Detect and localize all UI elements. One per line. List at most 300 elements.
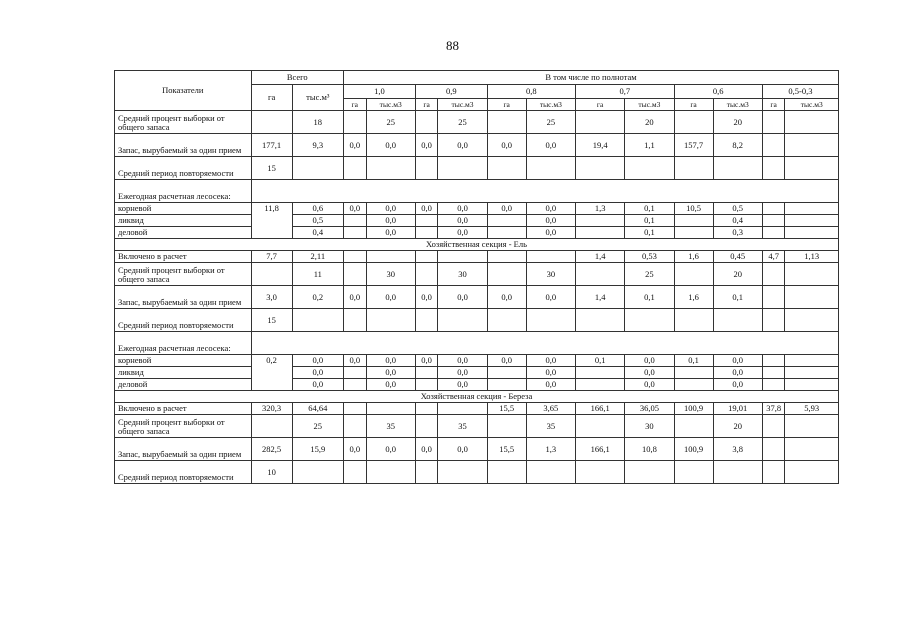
table-cell	[674, 263, 713, 286]
table-cell	[762, 134, 785, 157]
table-cell	[343, 461, 366, 484]
table-cell	[343, 215, 366, 227]
table-cell	[762, 263, 785, 286]
table-cell	[785, 203, 839, 215]
header-indicators: Показатели	[115, 71, 252, 111]
table-cell	[438, 403, 487, 415]
table-cell	[674, 157, 713, 180]
table-row	[115, 251, 839, 263]
table-cell	[575, 309, 624, 332]
table-cell: 10	[251, 461, 292, 484]
table-cell: 20	[625, 111, 674, 134]
table-cell	[343, 227, 366, 239]
table-cell	[343, 403, 366, 415]
table-cell	[762, 286, 785, 309]
table-cell	[366, 157, 415, 180]
table-cell: 20	[713, 111, 762, 134]
table-cell	[785, 286, 839, 309]
table-row	[115, 438, 839, 461]
table-row	[115, 309, 839, 332]
table-cell: 3,65	[526, 403, 575, 415]
header-sub-m3: тыс.м3	[785, 99, 839, 111]
table-row-cutting	[115, 215, 839, 227]
table-cell	[762, 157, 785, 180]
table-cell: 0,0	[366, 355, 415, 367]
table-cell: 19,01	[713, 403, 762, 415]
header-sub-ha: га	[343, 99, 366, 111]
table-cell	[415, 461, 438, 484]
table-cell: 0,0	[487, 134, 526, 157]
table-cell: 36,05	[625, 403, 674, 415]
table-cell	[415, 157, 438, 180]
table-cell: 20	[713, 263, 762, 286]
table-cell: 9,3	[292, 134, 343, 157]
table-cell: 20	[713, 415, 762, 438]
table-cell	[762, 215, 785, 227]
header-fullness-group: 0,8	[487, 85, 575, 99]
table-cell	[292, 309, 343, 332]
table-cell: 320,3	[251, 403, 292, 415]
table-cell	[785, 215, 839, 227]
table-cell: 0,0	[366, 438, 415, 461]
table-cell: 0,1	[674, 355, 713, 367]
table-cell	[713, 461, 762, 484]
row-label: Средний процент выборки от общего запаса	[115, 111, 252, 134]
header-fullness-group: 0,7	[575, 85, 674, 99]
table-cell: 0,2	[292, 286, 343, 309]
table-cell	[487, 309, 526, 332]
header-fullness-group: 1,0	[343, 85, 415, 99]
table-cell: 0,0	[526, 215, 575, 227]
table-cell: 0,0	[438, 379, 487, 391]
table-cell	[438, 461, 487, 484]
row-label: Запас, вырубаемый за один прием	[115, 286, 252, 309]
header-sub-ha: га	[674, 99, 713, 111]
table-cell	[785, 263, 839, 286]
table-cell: 25	[366, 111, 415, 134]
table-cell: 0,0	[415, 203, 438, 215]
table-cell: 8,2	[713, 134, 762, 157]
table-cell	[487, 251, 526, 263]
table-cell	[292, 157, 343, 180]
table-cell	[343, 263, 366, 286]
table-cell: 0,1	[625, 215, 674, 227]
table-cell	[487, 415, 526, 438]
table-row	[115, 157, 839, 180]
table-cell	[575, 111, 624, 134]
table-cell: 0,0	[625, 355, 674, 367]
row-label: деловой	[115, 379, 252, 391]
table-cell	[251, 111, 292, 134]
table-cell: 0,0	[292, 379, 343, 391]
table-cell-ha: 0,2	[251, 355, 292, 391]
table-cell: 0,53	[625, 251, 674, 263]
table-cell	[575, 227, 624, 239]
table-row	[115, 134, 839, 157]
table-cell	[343, 111, 366, 134]
table-cell	[415, 403, 438, 415]
table-cell: 0,0	[343, 355, 366, 367]
table-cell	[415, 251, 438, 263]
table-cell	[415, 111, 438, 134]
table-cell: 0,0	[366, 134, 415, 157]
row-label: ликвид	[115, 367, 252, 379]
table-cell: 157,7	[674, 134, 713, 157]
header-fullness-group: 0,6	[674, 85, 762, 99]
table-cell	[366, 461, 415, 484]
table-cell: 0,0	[625, 367, 674, 379]
table-cell	[415, 309, 438, 332]
table-cell	[785, 379, 839, 391]
table-cell	[343, 309, 366, 332]
table-cell: 0,0	[713, 367, 762, 379]
table-cell: 30	[438, 263, 487, 286]
blank-span	[251, 332, 838, 355]
table-cell: 100,9	[674, 403, 713, 415]
table-cell: 15,5	[487, 438, 526, 461]
table-cell	[575, 415, 624, 438]
header-fullness-group: 0,5-0,3	[762, 85, 838, 99]
table-cell	[251, 263, 292, 286]
table-cell	[487, 157, 526, 180]
table-cell	[343, 251, 366, 263]
table-cell: 15,9	[292, 438, 343, 461]
table-cell	[762, 111, 785, 134]
table-cell: 0,0	[487, 203, 526, 215]
table-cell: 15	[251, 309, 292, 332]
table-row-label	[115, 180, 839, 203]
table-cell: 0,0	[366, 379, 415, 391]
table-cell	[713, 157, 762, 180]
table-cell: 3,8	[713, 438, 762, 461]
table-cell: 1,4	[575, 251, 624, 263]
table-cell: 0,0	[415, 134, 438, 157]
header-by-fullness: В том числе по полнотам	[343, 71, 838, 85]
table-cell: 35	[438, 415, 487, 438]
table-row	[115, 286, 839, 309]
table-cell: 2,11	[292, 251, 343, 263]
table-cell: 30	[625, 415, 674, 438]
table-cell	[415, 415, 438, 438]
table-cell	[292, 461, 343, 484]
header-sub-ha: га	[762, 99, 785, 111]
table-cell: 25	[526, 111, 575, 134]
table-cell	[575, 215, 624, 227]
table-cell	[762, 227, 785, 239]
table-cell	[674, 461, 713, 484]
table-cell: 1,3	[575, 203, 624, 215]
table-cell: 0,0	[438, 215, 487, 227]
table-row-cutting	[115, 367, 839, 379]
table-cell	[785, 111, 839, 134]
table-cell: 0,0	[526, 227, 575, 239]
header-sub-ha: га	[487, 99, 526, 111]
table-cell	[438, 157, 487, 180]
table-cell: 18	[292, 111, 343, 134]
row-label: Средний период повторяемости	[115, 157, 252, 180]
table-row-label	[115, 332, 839, 355]
table-cell: 177,1	[251, 134, 292, 157]
table-cell	[785, 461, 839, 484]
table-cell	[487, 263, 526, 286]
table-cell: 25	[292, 415, 343, 438]
table-row-cutting	[115, 355, 839, 367]
table-cell: 15,5	[487, 403, 526, 415]
table-cell: 10,8	[625, 438, 674, 461]
table-cell: 0,0	[415, 286, 438, 309]
header-sub-m3: тыс.м3	[438, 99, 487, 111]
row-label: Запас, вырубаемый за один прием	[115, 438, 252, 461]
table-cell: 15	[251, 157, 292, 180]
table-cell	[575, 367, 624, 379]
table-cell	[674, 227, 713, 239]
row-label: Запас, вырубаемый за один прием	[115, 134, 252, 157]
table-cell	[487, 227, 526, 239]
table-row	[115, 403, 839, 415]
table-cell: 1,6	[674, 251, 713, 263]
table-cell	[415, 367, 438, 379]
table-cell	[785, 134, 839, 157]
table-cell	[343, 415, 366, 438]
table-cell	[343, 379, 366, 391]
table-cell	[251, 415, 292, 438]
row-label: Включено в расчет	[115, 403, 252, 415]
table-cell: 64,64	[292, 403, 343, 415]
row-label: деловой	[115, 227, 252, 239]
table-cell: 0,1	[575, 355, 624, 367]
table-row	[115, 461, 839, 484]
table-cell	[415, 379, 438, 391]
table-row	[115, 415, 839, 438]
table-cell	[674, 379, 713, 391]
table-cell-ha: 11,8	[251, 203, 292, 239]
section-header-row	[115, 391, 839, 403]
table-cell	[438, 251, 487, 263]
table-cell	[526, 461, 575, 484]
table-cell	[415, 215, 438, 227]
table-cell	[526, 157, 575, 180]
table-cell: 35	[526, 415, 575, 438]
table-cell: 7,7	[251, 251, 292, 263]
table-cell: 4,7	[762, 251, 785, 263]
header-sub-m3: тыс.м3	[366, 99, 415, 111]
table-cell: 0,0	[526, 379, 575, 391]
table-cell: 0,0	[366, 227, 415, 239]
table-cell: 0,0	[366, 367, 415, 379]
table-cell	[785, 309, 839, 332]
table-cell: 0,0	[713, 355, 762, 367]
table-cell	[575, 461, 624, 484]
table-cell: 0,0	[343, 438, 366, 461]
table-cell: 0,6	[292, 203, 343, 215]
table-cell	[674, 415, 713, 438]
table-cell: 0,0	[438, 134, 487, 157]
table-cell: 25	[438, 111, 487, 134]
table-cell: 0,0	[526, 134, 575, 157]
table-cell: 0,0	[526, 286, 575, 309]
row-label: Средний процент выборки от общего запаса	[115, 415, 252, 438]
table-row	[115, 263, 839, 286]
table-cell: 0,45	[713, 251, 762, 263]
row-label: Ежегодная расчетная лесосека:	[115, 332, 252, 355]
table-cell: 0,4	[292, 227, 343, 239]
page-number: 88	[446, 38, 459, 53]
header-total: Всего	[251, 71, 343, 85]
table-cell: 0,0	[438, 367, 487, 379]
table-cell	[785, 157, 839, 180]
table-cell: 37,8	[762, 403, 785, 415]
row-label: ликвид	[115, 215, 252, 227]
table-cell	[575, 157, 624, 180]
table-cell: 0,0	[343, 203, 366, 215]
table-cell	[674, 111, 713, 134]
header-sub-ha: га	[415, 99, 438, 111]
table-cell: 0,0	[366, 286, 415, 309]
row-label: Средний период повторяемости	[115, 461, 252, 484]
table-cell	[674, 367, 713, 379]
row-label: корневой	[115, 355, 252, 367]
table-cell	[343, 157, 366, 180]
section-header-row	[115, 239, 839, 251]
section-title: Хозяйственная секция - Береза	[115, 391, 839, 403]
table-cell	[762, 203, 785, 215]
table-cell: 100,9	[674, 438, 713, 461]
table-cell: 1,6	[674, 286, 713, 309]
table-cell: 0,0	[438, 203, 487, 215]
header-row-1	[115, 71, 839, 85]
table-cell	[526, 251, 575, 263]
table-cell: 166,1	[575, 403, 624, 415]
table-cell: 282,5	[251, 438, 292, 461]
blank-span	[251, 180, 838, 203]
table-cell	[674, 215, 713, 227]
table-cell: 1,13	[785, 251, 839, 263]
table-cell: 0,0	[487, 286, 526, 309]
table-cell	[785, 415, 839, 438]
table-cell	[713, 309, 762, 332]
table-cell	[785, 227, 839, 239]
table-cell	[487, 367, 526, 379]
header-fullness-group: 0,9	[415, 85, 487, 99]
table-cell: 35	[366, 415, 415, 438]
table-cell	[415, 227, 438, 239]
table-cell: 0,5	[292, 215, 343, 227]
table-cell: 0,0	[526, 367, 575, 379]
header-sub-m3: тыс.м3	[526, 99, 575, 111]
table-cell: 0,0	[292, 355, 343, 367]
table-cell	[785, 355, 839, 367]
row-label: Включено в расчет	[115, 251, 252, 263]
forest-cutting-table	[114, 70, 839, 484]
table-cell: 0,3	[713, 227, 762, 239]
table-cell: 3,0	[251, 286, 292, 309]
table-cell: 0,0	[487, 355, 526, 367]
table-cell	[625, 461, 674, 484]
table-cell	[625, 309, 674, 332]
table-cell: 0,0	[438, 227, 487, 239]
table-cell: 0,0	[438, 286, 487, 309]
table-cell	[343, 367, 366, 379]
table-cell	[487, 215, 526, 227]
row-label: Средний период повторяемости	[115, 309, 252, 332]
header-sub-m3: тыс.м3	[625, 99, 674, 111]
table-cell	[487, 111, 526, 134]
header-total-ha: га	[251, 85, 292, 111]
table-row	[115, 111, 839, 134]
header-sub-ha: га	[575, 99, 624, 111]
table-cell: 1,3	[526, 438, 575, 461]
table-cell	[438, 309, 487, 332]
row-label: Ежегодная расчетная лесосека:	[115, 180, 252, 203]
header-sub-m3: тыс.м3	[713, 99, 762, 111]
table-cell: 25	[625, 263, 674, 286]
table-cell	[762, 415, 785, 438]
section-title: Хозяйственная секция - Ель	[115, 239, 839, 251]
table-cell: 0,0	[438, 438, 487, 461]
table-cell: 19,4	[575, 134, 624, 157]
table-cell: 1,4	[575, 286, 624, 309]
table-cell: 0,0	[415, 355, 438, 367]
header-total-m3: тыс.м³	[292, 85, 343, 111]
table-cell	[762, 355, 785, 367]
table-cell	[674, 309, 713, 332]
table-cell	[575, 379, 624, 391]
row-label: корневой	[115, 203, 252, 215]
table-cell	[366, 251, 415, 263]
table-cell	[785, 438, 839, 461]
table-cell: 0,1	[713, 286, 762, 309]
table-cell: 0,1	[625, 286, 674, 309]
table-cell	[366, 403, 415, 415]
table-cell: 0,1	[625, 227, 674, 239]
table-cell: 0,0	[343, 286, 366, 309]
table-cell	[487, 461, 526, 484]
table-cell	[526, 309, 575, 332]
table-row-cutting	[115, 203, 839, 215]
table-cell: 0,0	[415, 438, 438, 461]
table-cell: 0,0	[526, 355, 575, 367]
table-cell: 0,0	[366, 215, 415, 227]
table-cell: 11	[292, 263, 343, 286]
table-cell: 10,5	[674, 203, 713, 215]
table-cell: 0,0	[713, 379, 762, 391]
table-cell: 30	[366, 263, 415, 286]
table-cell	[762, 309, 785, 332]
table-cell: 0,0	[438, 355, 487, 367]
table-row-cutting	[115, 379, 839, 391]
table-cell: 0,0	[366, 203, 415, 215]
table-cell	[762, 461, 785, 484]
table-cell	[762, 438, 785, 461]
table-cell: 1,1	[625, 134, 674, 157]
table-row-cutting	[115, 227, 839, 239]
table-cell	[487, 379, 526, 391]
table-cell	[762, 379, 785, 391]
table-cell: 0,0	[292, 367, 343, 379]
table-cell: 166,1	[575, 438, 624, 461]
table-cell: 0,5	[713, 203, 762, 215]
table-cell	[625, 157, 674, 180]
table-cell	[785, 367, 839, 379]
table-cell	[762, 367, 785, 379]
row-label: Средний процент выборки от общего запаса	[115, 263, 252, 286]
table-cell: 0,0	[526, 203, 575, 215]
table-cell: 0,1	[625, 203, 674, 215]
table-cell	[575, 263, 624, 286]
table-cell	[415, 263, 438, 286]
table-cell: 30	[526, 263, 575, 286]
table-cell: 0,4	[713, 215, 762, 227]
